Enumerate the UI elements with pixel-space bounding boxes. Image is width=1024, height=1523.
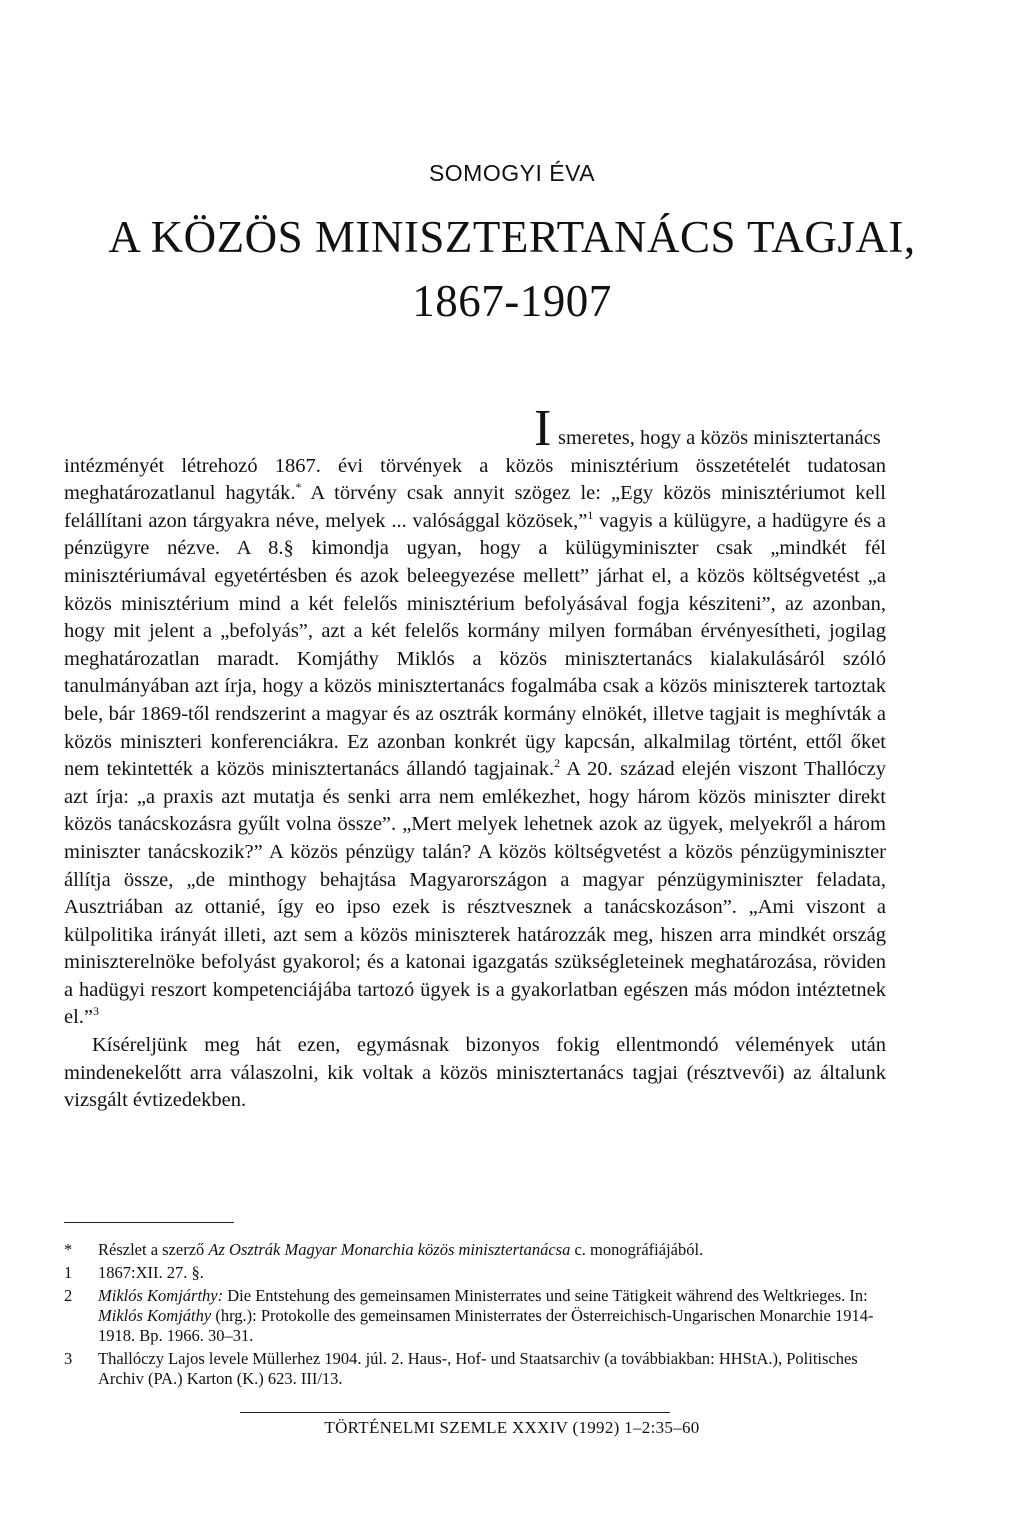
paragraph-2: Kíséreljünk meg hát ezen, egymásnak bizonyos fokig ellentmondó vélemények után mindenekelőtt arra válaszolni, kik voltak a közös minisztertanács tagjai (résztvevői) az általunk vizsgált évtizedekben. [64, 1034, 886, 1112]
footnote-mark: * [64, 1240, 73, 1259]
article-title [0, 205, 1024, 333]
footnote-ref-2: 2 [554, 756, 561, 771]
footnote-item [64, 1286, 886, 1346]
title-line-1: A KÖZÖS MINISZTERTANÁCS TAGJAI, [108, 212, 916, 262]
journal-citation: TÖRTÉNELMI SZEMLE XXXIV (1992) 1–2:35–60 [324, 1418, 700, 1437]
article-body [64, 399, 887, 1115]
footnote-ref-3: 3 [93, 1004, 100, 1019]
footnote-mark: 2 [64, 1286, 73, 1305]
drop-cap: I [534, 399, 552, 457]
footnote-item [64, 1263, 886, 1283]
footnote-item [64, 1240, 886, 1260]
footnote-text: Miklós Komjárthy: Die Entstehung des gemeinsamen Ministerrates und seine Tätigkeit während des Weltkrieges. In: Miklós Komjáthy (hrg.): Protokolle des gemeinsamen Ministerrates der Österreichisch-Ungarischen Monarchie 1914-1918. Bp. 1966. 30–31. [98, 1286, 874, 1345]
footnote-item [64, 1349, 886, 1389]
footnote-mark: 3 [64, 1349, 73, 1368]
footer-divider [240, 1412, 670, 1413]
paragraph-1: I smeretes, hogy a közös minisztertanács intézményét létrehozó 1867. évi törvények a közös minisztérium összetételét tudatosan meghatározatlanul hagyták.* A törvény csak annyit szögez le: „Egy közös minisztériumot kell felállítani azon tárgyakra néve, melyek ... valósággal közösek,”$^1$ vagyis a külügyre, a hadügyre és a pénzügyre nézve. A 8.§ kimondja ugyan, hogy a külügyminiszter csak „mindkét fél minisztériumával egyetértésben és azok beleegyezése mellett” járhat el, a közös költségvetést „a közös minisztérium mind a két felelős minisztérium befolyásával fogja késziteni”, az azonban, hogy mit jelent a „befolyás”, azt a két felelős kormány milyen formában érvényesítheti, jogilag meghatározatlan maradt. Komjáthy Miklós a közös minisztertanács kialakulásáról szóló tanulmányában azt írja, hogy a közös minisztertanács fogalmába csak a közös miniszterek tartoztak bele, bár 1869-től rendszerint a magyar és az osztrák kormány elnökét, illetve tagjait is meghívták a közös miniszteri konferenciákra. Ez azonban konkrét ügy kapcsán, alkalmilag történt, ettől őket nem tekintették a közös minisztertanács állandó tagjainak.$^2$ A 20. század elején viszont Thallóczy azt írja: „a praxis azt mutatja és senki arra nem emlékezhet, hogy három közös miniszter direkt közös tanácskozásra gyűlt volna össze”. „Mert melyek lehetnek azok az ügyek, melyekről a három miniszter tanácskozik?” A közös pénzügy talán? A közös költségvetést a közös pénzügyminiszter állítja össze, „de minthogy behajtása Magyarországon a magyar pénzügyminiszter feladata, Ausztriában az ottanié, így eo ipso ezek is résztvesznek a tanácskozáson”. „Ami viszont a külpolitika irányát illeti, azt sem a közös miniszterek határozzák meg, hiszen arra mindkét ország miniszterelnöke befolyást gyakorol; és a katonai igazgatás szükségleteinek meghatározása, röviden a hadügyi reszort kompetenciájába tartozó ügyek is a gyakorlatban egészen más módon intéztetnek el.”$^3$ [64, 399, 887, 1029]
footnote-text: Részlet a szerző Az Osztrák Magyar Monarchia közös minisztertanácsa c. monográfiájából. [98, 1240, 704, 1259]
footnotes [64, 1240, 886, 1392]
footnote-text: 1867:XII. 27. §. [98, 1263, 204, 1282]
author-name: SOMOGYI ÉVA [428, 160, 596, 186]
footnote-ref-star: * [295, 480, 302, 495]
title-line-2: 1867-1907 [412, 276, 612, 326]
footnote-divider [64, 1222, 234, 1223]
footnote-mark: 1 [64, 1263, 73, 1282]
footnote-text: Thallóczy Lajos levele Müllerhez 1904. júl. 2. Haus-, Hof- und Staatsarchiv (a továbbiakban: HHStA.), Politisches Archiv (PA.) Karton (K.) 623. III/13. [98, 1349, 858, 1388]
footnote-ref-1: 1 [587, 507, 594, 522]
first-line: I smeretes, hogy a közös minisztertanács [534, 399, 881, 457]
